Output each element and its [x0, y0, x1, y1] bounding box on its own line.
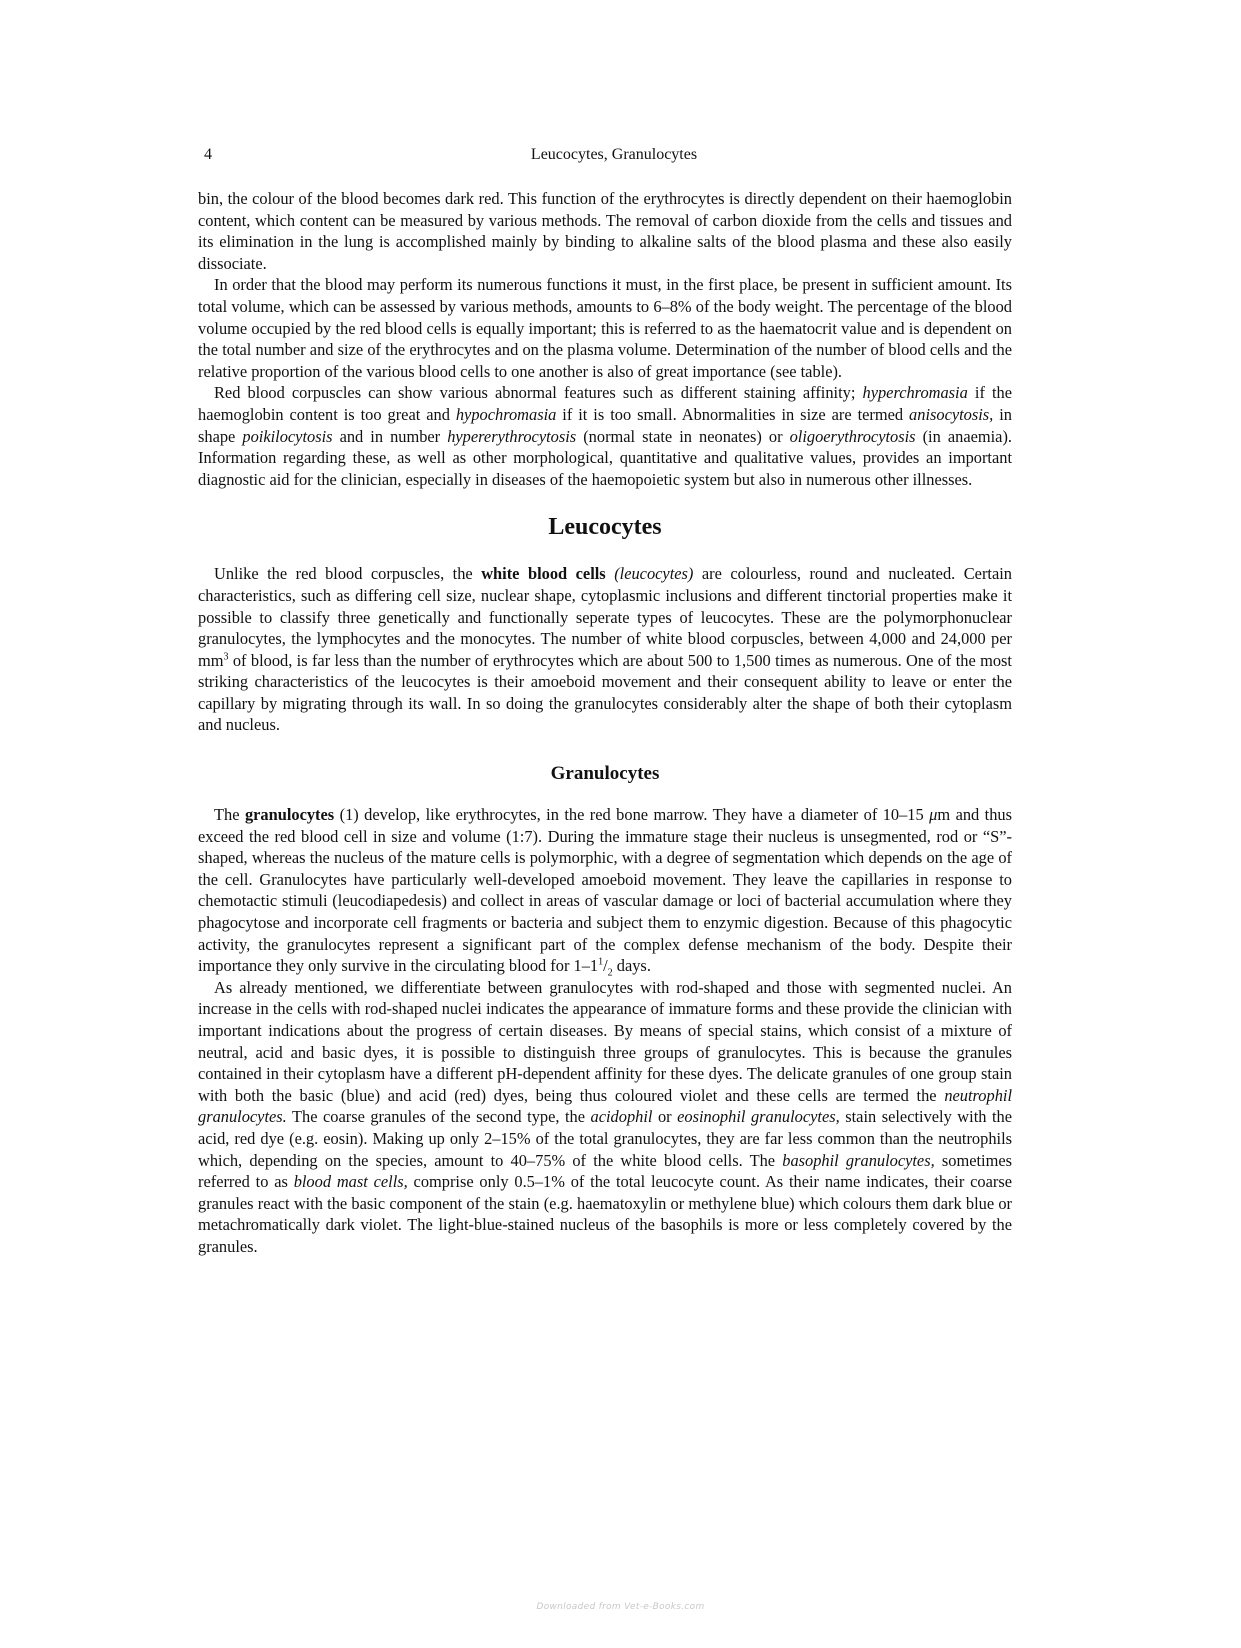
term-granulocytes: granulocytes: [244, 805, 335, 825]
term-hyperchromasia: hyperchromasia: [862, 383, 968, 403]
paragraph-leucocytes: Unlike the red blood corpuscles, the white blood cells (leucocytes) are colourless, round and nucleated. Certain characteristics, such as differing cell size, nuclear shape, cytoplasmic inclusions and different tinctorial properties make it possible to classify three genetically and functionally seperate types of leucocytes. These are the polymorphonuclear granulocytes, the lymphocytes and the monocytes. The number of white blood corpuscles, between 4,000 and 24,000 per $mm^3$ of blood, is far less than the number of erythrocytes which are about 500 to 1,500 times as numerous. One of the most striking characteristics of the leucocytes is their amoeboid movement and their consequent ability to leave or enter the capillary by migrating through its wall. In so doing the granulocytes considerably alter the shape of both their cytoplasm and nucleus.: [198, 564, 1012, 735]
section-heading-leucocytes: Leucocytes: [548, 514, 662, 541]
body-text: [198, 188, 1012, 1258]
term-poikilocytosis: poikilocytosis: [242, 426, 333, 446]
term-anisocytosis: anisocytosis,: [909, 404, 994, 424]
term-oligoerythrocytosis: oligoerythrocytosis: [789, 426, 916, 446]
fraction-separator: /: [603, 956, 608, 976]
section-heading-granulocytes: Granulocytes: [550, 763, 660, 785]
page-number: 4: [204, 146, 212, 163]
running-title: Leucocytes, Granulocytes: [530, 146, 698, 163]
term-white-blood-cells: white blood cells: [481, 564, 606, 584]
paragraph-blood-colour: bin, the colour of the blood becomes dark red. This function of the erythrocytes is directly dependent on their haemoglobin content, which content can be measured by various methods. The removal of carbon dioxide from the cells and tissues and its elimination in the lung is accomplished mainly by binding to alkaline salts of the blood plasma and these also easily dissociate.: [198, 189, 1012, 273]
superscript-cubed: 3: [223, 651, 229, 663]
paragraph-abnormal-features: Red blood corpuscles can show various abnormal features such as different staining affinity; hyperchromasia if the haemoglobin content is too great and hypochromasia if it is too small. Abnormalities in size are termed anisocytosis, in shape poikilocytosis and in number hypererythrocytosis (normal state in neonates) or oligoerythrocytosis (in anaemia). Information regarding these, as well as other morphological, quantitative and qualitative values, provides an important diagnostic aid for the clinician, especially in diseases of the haemopoietic system but also in numerous other illnesses.: [198, 383, 1013, 489]
term-neutrophil-granulocytes: neutrophil granulocytes.: [198, 1085, 1012, 1127]
fraction-numerator: 1: [598, 956, 604, 968]
term-eosinophil-granulocytes: eosinophil granulocytes,: [677, 1107, 840, 1127]
term-hypererythrocytosis: hypererythrocytosis: [447, 426, 577, 446]
running-header: [204, 146, 1024, 170]
term-hypochromasia: hypochromasia: [455, 404, 557, 424]
symbol-micro: μ: [929, 805, 938, 825]
download-watermark: Downloaded from Vet-e-Books.com: [536, 1602, 705, 1612]
term-acidophil: acidophil: [590, 1107, 653, 1127]
term-basophil-granulocytes: basophil granulocytes,: [782, 1150, 935, 1170]
paragraph-granulocytes-intro: The granulocytes (1) develop, like erythrocytes, in the red bone marrow. They have a diameter of 10–15 μm and thus exceed the red blood cell in size and volume (1:7). During the immature stage their nucleus is unsegmented, rod or “S”-shaped, whereas the nucleus of the mature cells is polymorphic, with a degree of segmentation which depends on the age of the cell. Granulocytes have particularly well-developed amoeboid movement. They leave the capillaries in response to chemotactic stimuli (leucodiapedesis) and collect in areas of vascular damage or loci of bacterial accumulation where they phagocytose and incorporate cell fragments or bacteria and subject them to enzymic digestion. Because of this phagocytic activity, the granulocytes represent a significant part of the complex defense mechanism of the body. Despite their importance they only survive in the circulating blood for $1-1^1/_2$ days.: [198, 805, 1012, 979]
term-blood-mast-cells: blood mast cells,: [293, 1172, 408, 1192]
fraction-denominator: 2: [607, 967, 613, 979]
paragraph-granulocyte-types: As already mentioned, we differentiate between granulocytes with rod-shaped and those with segmented nuclei. An increase in the cells with rod-shaped nuclei indicates the appearance of immature forms and these provide the clinician with important indications about the progress of certain diseases. By means of special stains, which consist of a mixture of neutral, acid and basic dyes, it is possible to distinguish three groups of granulocytes. This is because the granules contained in their cytoplasm have a different pH-dependent affinity for these dyes. The delicate granules of one group stain with both the basic (blue) and acid (red) dyes, being thus coloured violet and these cells are termed the neutrophil granulocytes. The coarse granules of the second type, the acidophil or eosinophil granulocytes, stain selectively with the acid, red dye (e.g. eosin). Making up only 2–15% of the total granulocytes, they are far less common than the neutrophils which, depending on the species, amount to 40–75% of the white blood cells. The basophil granulocytes, sometimes referred to as blood mast cells, comprise only 0.5–1% of the total leucocyte count. As their name indicates, their coarse granules react with the basic component of the stain (e.g. haematoxylin or methylene blue) which colours them dark blue or metachromatically dark violet. The light-blue-stained nucleus of the basophils is more or less completely covered by the granules.: [198, 977, 1012, 1256]
paragraph-blood-volume: In order that the blood may perform its numerous functions it must, in the first place, be present in sufficient amount. Its total volume, which can be assessed by various methods, amounts to 6–8% of the body weight. The percentage of the blood volume occupied by the red blood cells is equally important; this is referred to as the haematocrit value and is dependent on the total number and size of the erythrocytes and on the plasma volume. Determination of the number of blood cells and the relative proportion of the various blood cells to one another is also of great importance (see table).: [198, 275, 1012, 381]
term-leucocytes: (leucocytes): [614, 564, 694, 584]
